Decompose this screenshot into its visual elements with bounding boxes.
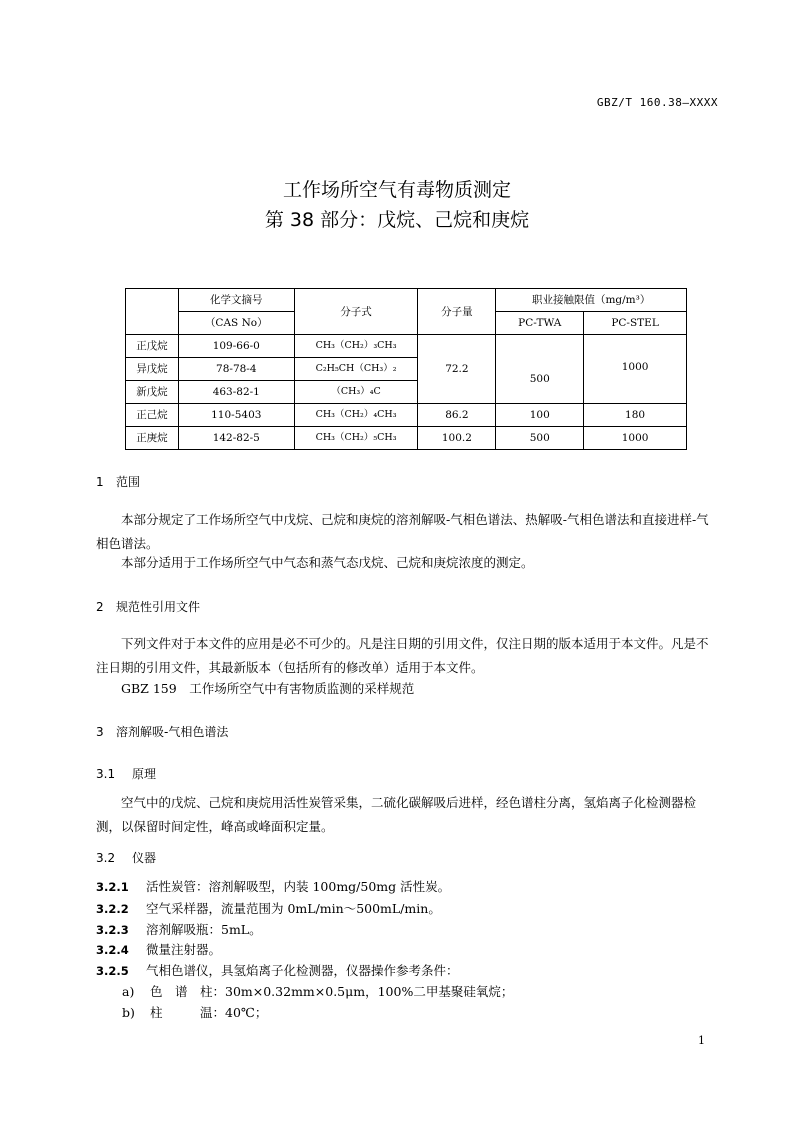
document-id: GBZ/T 160.38—XXXX	[596, 96, 718, 109]
section-3-heading	[96, 723, 228, 740]
item-number: 3.2.5	[96, 964, 129, 978]
section-number: 3.1	[96, 767, 116, 781]
item-number: 3.2.4	[96, 943, 129, 957]
cell-name: 正戊烷	[126, 335, 179, 358]
cell-cas: 463-82-1	[178, 381, 294, 404]
table-row	[126, 427, 687, 450]
item-text: 微量注射器。	[146, 942, 222, 957]
section-number: 2	[96, 600, 104, 614]
item-3-2-5	[96, 961, 459, 979]
cell-formula: CH₃（CH₂）₃CH₃	[294, 335, 418, 358]
section-1-paragraph-1: 本部分规定了工作场所空气中戊烷、己烷和庚烷的溶剂解吸-气相色谱法、热解吸-气相色谱法和直接进样-气相色谱法。	[96, 512, 709, 551]
page-number: 1	[698, 1034, 705, 1047]
table-header-stel: PC-STEL	[584, 312, 687, 335]
list-item-a	[122, 982, 513, 1000]
cell-cas: 78-78-4	[178, 358, 294, 381]
cell-name: 新戊烷	[126, 381, 179, 404]
section-number: 1	[96, 475, 104, 489]
item-3-2-2	[96, 899, 441, 917]
cell-name: 正己烷	[126, 404, 179, 427]
cell-mw-pentanes: 72.2	[418, 335, 496, 404]
section-2-heading	[96, 598, 200, 615]
section-2-paragraph: 下列文件对于本文件的应用是必不可少的。凡是注日期的引用文件，仅注日期的版本适用于本文件。凡是不注日期的引用文件，其最新版本（包括所有的修改单）适用于本文件。	[96, 636, 709, 675]
item-3-2-3	[96, 920, 262, 938]
cell-twa: 500	[496, 427, 584, 450]
list-item-b	[122, 1003, 267, 1021]
cell-stel-pentanes: 1000	[584, 335, 687, 404]
title-line-2: 第 38 部分：戊烷、己烷和庚烷	[264, 209, 530, 231]
cell-stel: 180	[584, 404, 687, 427]
table-header-cas-no: （CAS No）	[178, 312, 294, 335]
section-2-reference: GBZ 159 工作场所空气中有害物质监测的采样规范	[121, 681, 415, 696]
item-3-2-4	[96, 940, 221, 958]
cell-mw: 100.2	[418, 427, 496, 450]
table-header-blank	[126, 289, 179, 335]
cell-formula: CH₃（CH₂）₅CH₃	[294, 427, 418, 450]
section-1-heading	[96, 473, 140, 490]
section-title: 原理	[132, 767, 157, 781]
cell-formula: C₂H₅CH（CH₃）₂	[294, 358, 418, 381]
section-title: 仪器	[132, 851, 157, 865]
section-1-paragraph-2: 本部分适用于工作场所空气中气态和蒸气态戊烷、己烷和庚烷浓度的测定。	[121, 555, 534, 570]
item-text: 溶剂解吸瓶：5mL。	[146, 922, 262, 937]
table-header-mw: 分子量	[418, 289, 496, 335]
section-3-2-heading	[96, 849, 156, 866]
section-title: 范围	[116, 475, 141, 489]
list-text: 柱 温：40℃；	[150, 1005, 268, 1020]
item-3-2-1	[96, 877, 450, 895]
table-header-twa: PC-TWA	[496, 312, 584, 335]
table-header-limit: 职业接触限值（mg/m³）	[496, 289, 687, 312]
cell-name: 异戊烷	[126, 358, 179, 381]
cell-twa: 100	[496, 404, 584, 427]
item-number: 3.2.3	[96, 923, 129, 937]
cell-cas: 142-82-5	[178, 427, 294, 450]
section-3-1-paragraph: 空气中的戊烷、己烷和庚烷用活性炭管采集，二硫化碳解吸后进样，经色谱柱分离，氢焰离子化检测器检测，以保留时间定性，峰高或峰面积定量。	[96, 795, 697, 834]
cell-cas: 109-66-0	[178, 335, 294, 358]
table-header-cas: 化学文摘号	[178, 289, 294, 312]
cell-stel: 1000	[584, 427, 687, 450]
table-header-formula: 分子式	[294, 289, 418, 335]
list-label: b)	[122, 1005, 135, 1020]
cell-twa-pentanes: 500	[496, 335, 584, 404]
item-text: 活性炭管：溶剂解吸型，内装 100mg/50mg 活性炭。	[146, 879, 451, 894]
item-text: 空气采样器，流量范围为 0mL/min～500mL/min。	[146, 901, 441, 916]
title-line-1: 工作场所空气有毒物质测定	[282, 179, 511, 201]
list-label: a)	[122, 984, 135, 999]
item-text: 气相色谱仪，具氢焰离子化检测器，仪器操作参考条件：	[146, 963, 459, 978]
cell-cas: 110-5403	[178, 404, 294, 427]
list-text: 色 谱 柱：30m×0.32mm×0.5μm，100%二甲基聚硅氧烷；	[150, 984, 514, 999]
table-row	[126, 335, 687, 358]
section-number: 3	[96, 725, 104, 739]
item-number: 3.2.1	[96, 880, 129, 894]
cell-mw: 86.2	[418, 404, 496, 427]
section-number: 3.2	[96, 851, 116, 865]
cell-name: 正庚烷	[126, 427, 179, 450]
cell-formula: （CH₃）₄C	[294, 381, 418, 404]
table-row	[126, 404, 687, 427]
item-number: 3.2.2	[96, 902, 129, 916]
section-title: 溶剂解吸-气相色谱法	[116, 725, 229, 739]
section-title: 规范性引用文件	[116, 600, 201, 614]
section-3-1-heading	[96, 765, 156, 782]
cell-formula: CH₃（CH₂）₄CH₃	[294, 404, 418, 427]
substance-table	[125, 288, 687, 450]
